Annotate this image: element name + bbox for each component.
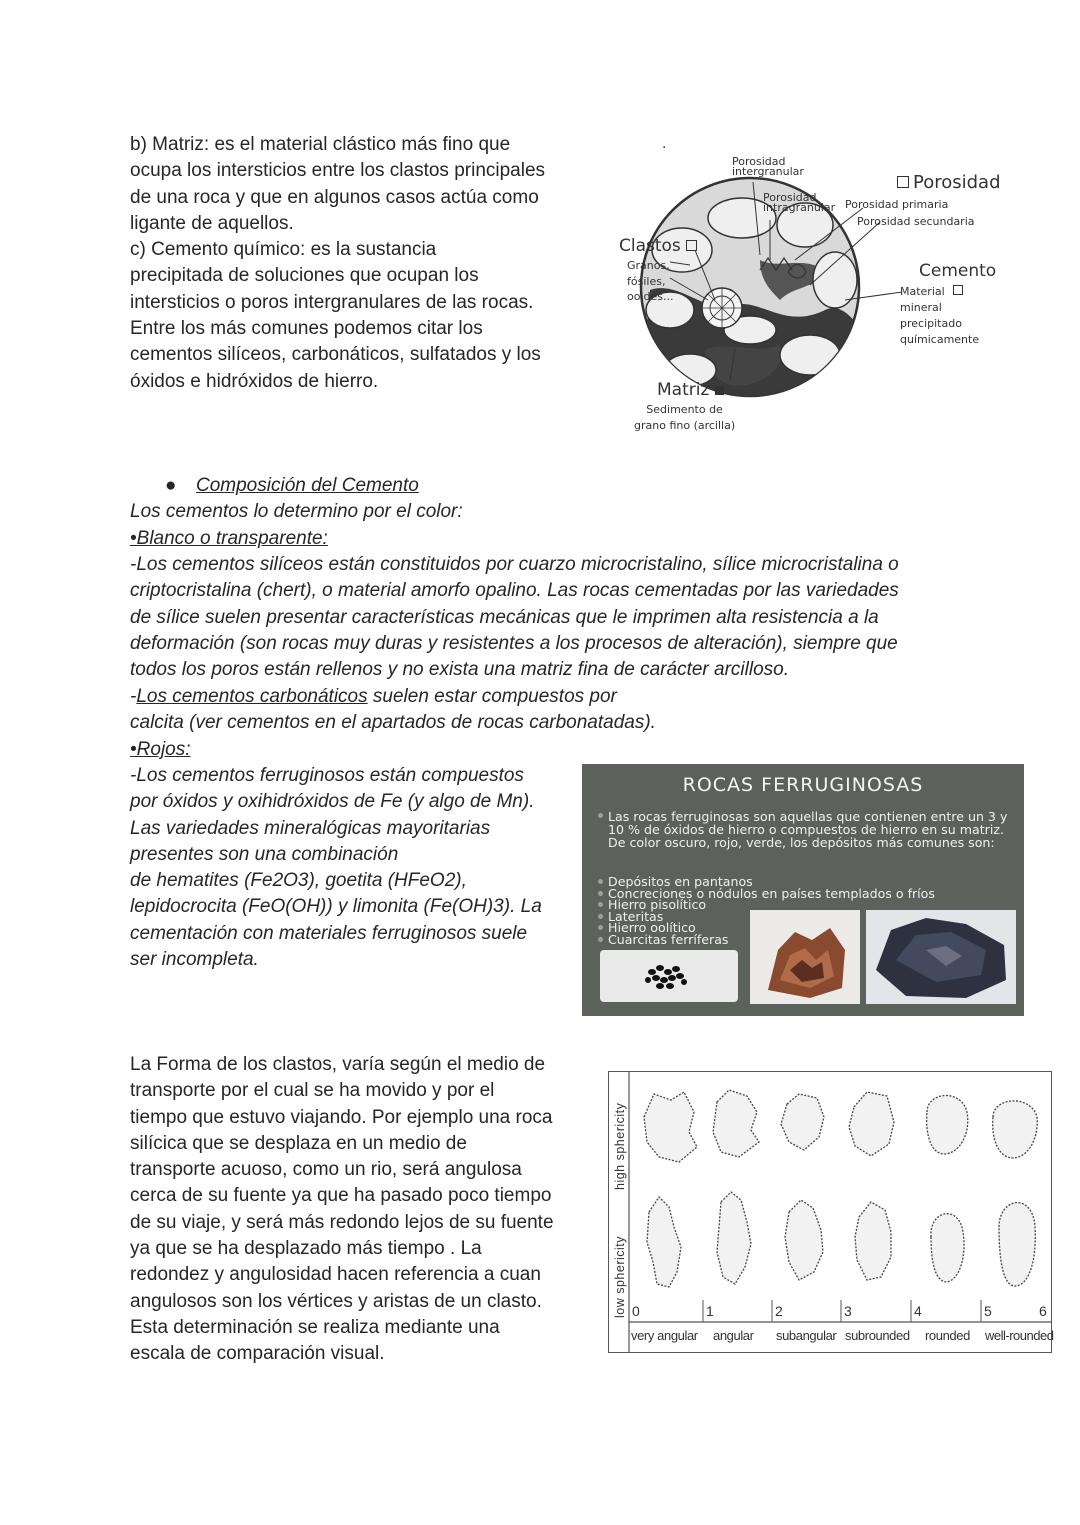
label-text: Material [900,285,945,298]
label-cemento-sub [900,284,979,348]
list-item: Lateritas [608,911,935,923]
carbonate-dash: - [130,686,137,707]
label-line: grano fino (arcilla) [634,418,736,432]
text-line: de hematites (Fe2O3), goetita (HFeO2), [130,870,467,892]
text-line: Esta determinación se realiza mediante una [130,1316,500,1338]
text-line: lepidocrocita (FeO(OH)) y limonita (Fe(OH)3). La [130,896,542,918]
card-description: Las rocas ferruginosas son aquellas que contienen entre un 3 y 10 % de óxidos de hierro o compuestos de hierro en su matriz. De color oscuro, rojo, verde, los depósitos más comunes son: [608,810,1018,849]
text-line: cerca de su fuente ya que ha pasado poco tiempo [130,1185,552,1207]
label-line: mineral [900,301,942,314]
photo-laterite [750,910,860,1004]
text-line: tiempo que estuvo viajando. Por ejemplo una roca [130,1106,553,1128]
roundness-class: very angular [631,1328,698,1343]
text-line: ligante de aquellos. [130,212,294,234]
roundness-class: subangular [776,1328,837,1343]
label-line: intragranular [763,201,836,214]
label-porosidad-intragranular [763,193,835,213]
carbonate-link[interactable]: Los cementos carbonáticos [136,686,368,707]
label-line: ooides... [627,290,674,303]
text-line: presentes son una combinación [130,843,399,865]
text-line: ser incompleta. [130,949,259,971]
text-line: cementación con materiales ferruginosos suele [130,922,528,944]
legend-square-empty [686,240,697,251]
text-line: Las variedades mineralógicas mayoritarias [130,817,491,839]
label-porosidad-secundaria: Porosidad secundaria [857,215,975,228]
red-heading: •Rojos: [130,739,191,760]
scale-number: 2 [775,1303,783,1319]
card-title: ROCAS FERRUGINOSAS [682,774,924,796]
text-line: redondez y angulosidad hacen referencia a cuan [130,1264,541,1286]
ferruginous-rocks-card [582,764,1024,1016]
scale-number: 1 [706,1303,714,1319]
white-heading: •Blanco o transparente: [130,528,328,549]
label-line: Porosidad [732,155,786,168]
legend-clastos [619,236,697,256]
carbonate-line2: calcita (ver cementos en el apartados de rocas carbonatadas). [130,712,656,733]
text-line: intersticios o poros intergranulares de las rocas. [130,291,534,313]
laterite-graphic [750,910,860,1004]
legend-square-empty [897,176,909,188]
legend-matriz-text: Matriz [657,380,710,400]
text-line: silícica que se desplaza en un medio de [130,1132,467,1154]
list-item: Depósitos en pantanos [608,876,935,888]
label-line [900,284,979,300]
label-line: intergranular [732,165,804,178]
legend-porosidad-text: Porosidad [913,172,1001,193]
composition-bullet: ● [165,475,177,496]
photo-pisolitic-iron [600,950,738,1002]
scale-number: 5 [984,1303,992,1319]
label-porosidad-primaria: Porosidad primaria [845,198,949,211]
label-porosidad-intergranular [732,157,804,177]
label-line: precipitado [900,317,962,330]
text-line: ya que se ha desplazado más tiempo . La [130,1238,482,1260]
iron-rock-graphic [866,910,1016,1004]
text-line: criptocristalina (chert), o material amorfo opalino. Las rocas cementadas por las variedades [130,580,899,602]
clast-shape-text [130,1052,590,1368]
legend-cemento: Cemento [919,261,997,281]
composition-heading: Composición del Cemento [196,475,419,496]
label-line: Granos, [627,259,670,272]
roundness-sphericity-chart [608,1071,1052,1353]
silica-cement-text [130,552,950,683]
text-line: -Los cementos ferruginosos están compuestos [130,765,524,786]
matrix-cement-text [130,132,580,395]
text-line: transporte por el cual se ha movido y por el [130,1080,495,1102]
text-line: c) Cemento químico: es la sustancia [130,239,437,261]
scale-number: 4 [914,1303,922,1319]
rock-structure-diagram [610,136,1030,440]
text-line: escala de comparación visual. [130,1343,385,1365]
text-line: de su viaje, y será más redondo lejos de su fuente [130,1211,554,1233]
list-item: Concreciones o nódulos en países templados o fríos [608,885,935,901]
roundness-class: well-rounded [985,1328,1054,1343]
text-line: todos los poros están rellenos y no exista una matriz fina de carácter arcilloso. [130,659,789,681]
scale-number: 6 [1039,1303,1047,1319]
text-line: transporte acuoso, como un rio, será angulosa [130,1159,522,1181]
label-clastos-sub [627,258,674,305]
roundness-class: rounded [925,1328,970,1343]
text-line: deformación (son rocas muy duras y resistentes a los procesos de alteración), siempre que [130,632,898,654]
roundness-class: subrounded [845,1328,910,1343]
low-sphericity-label: low sphericity [613,1235,627,1318]
iron-cement-text [130,763,580,973]
label-line: químicamente [900,333,980,346]
pellets-graphic [600,950,738,1002]
text-line: -Los cementos silíceos están constituidos por cuarzo microcristalino, sílice microcristalina o [130,554,899,575]
legend-porosidad [897,172,1001,193]
legend-square-empty [953,285,963,295]
text-line: angulosos son los vértices y aristas de un clasto. [130,1290,542,1312]
text-line: ocupa los intersticios entre los clastos principales [130,160,546,182]
carbonate-text [130,684,617,710]
text-line: de sílice suelen presentar características mecánicas que le imprimen alta resistencia a la [130,606,879,628]
text-line: La Forma de los clastos, varía según el medio de [130,1054,546,1075]
photo-iron-rock [866,910,1016,1004]
text-line: cementos silíceos, carbonáticos, sulfatados y los [130,344,541,366]
text-line: Entre los más comunes podemos citar los [130,318,483,340]
list-item: Hierro oolítico [608,922,935,934]
legend-square-filled [715,386,724,395]
text-line: por óxidos y oxihidróxidos de Fe (y algo de Mn). [130,791,535,813]
list-item: Hierro pisolítico [608,899,935,911]
legend-clastos-text: Clastos [619,236,681,256]
diagram-dot: . [662,136,667,152]
high-sphericity-label: high sphericity [613,1102,627,1190]
text-line: precipitada de soluciones que ocupan los [130,265,479,287]
roundness-class: angular [713,1328,754,1343]
carbonate-rest: suelen estar compuestos por [367,686,617,707]
label-line: fósiles, [627,274,666,288]
scale-number: 0 [632,1303,640,1319]
text-line: óxidos e hidróxidos de hierro. [130,370,379,392]
label-line: Sedimento de [646,403,723,416]
list-item: Cuarcitas ferríferas [608,934,935,946]
scale-number: 3 [844,1303,852,1319]
text-line: de una roca y que en algunos casos actúa como [130,186,539,208]
legend-matriz [657,380,724,400]
label-line: Porosidad [763,191,817,204]
label-matriz-sub [634,402,735,433]
composition-intro: Los cementos lo determino por el color: [130,501,463,522]
text-line: b) Matriz: es el material clástico más fino que [130,134,511,155]
